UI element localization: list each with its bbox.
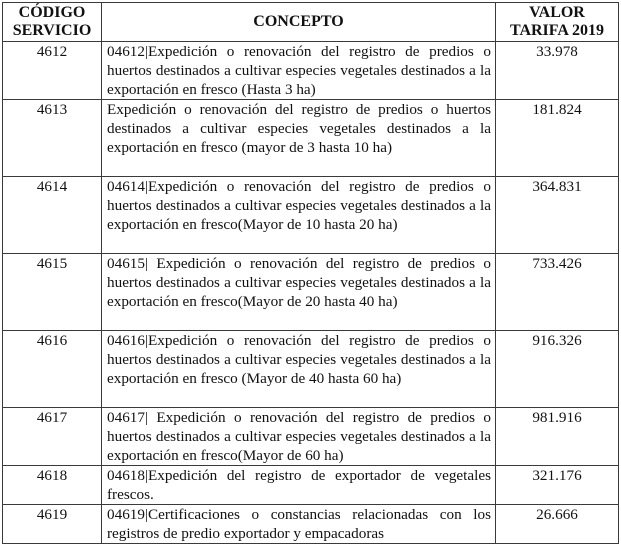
- cell-concept: 04616|Expedición o renovación del registro de predios o huertos destinados a cultivar especies vegetales destinados a la exportación en fresco (Mayor de 40 hasta 60 ha): [102, 331, 496, 408]
- table-row: [3, 466, 619, 505]
- table-row: [3, 254, 619, 331]
- cell-concept: 04618|Expedición del registro de exportador de vegetales frescos.: [102, 466, 496, 505]
- cell-concept: 04619|Certificaciones o constancias relacionadas con los registros de predio exportador y empacadoras: [102, 505, 496, 544]
- cell-value: 364.831: [496, 177, 619, 254]
- cell-value: 33.978: [496, 42, 619, 100]
- cell-concept: 04612|Expedición o renovación del registro de predios o huertos destinados a cultivar especies vegetales destinados a la exportación en fresco (Hasta 3 ha): [102, 42, 496, 100]
- cell-value: 981.916: [496, 408, 619, 466]
- cell-code: 4616: [3, 331, 102, 408]
- cell-code: 4614: [3, 177, 102, 254]
- table-row: [3, 505, 619, 544]
- cell-value: 733.426: [496, 254, 619, 331]
- header-row: [3, 3, 619, 42]
- header-value-line1: VALOR: [529, 4, 585, 21]
- table-row: [3, 177, 619, 254]
- cell-code: 4615: [3, 254, 102, 331]
- header-concept: CONCEPTO: [102, 3, 496, 42]
- cell-code: 4613: [3, 100, 102, 177]
- cell-concept: Expedición o renovación del registro de predios o huertos destinados a cultivar especies vegetales destinados a la exportación en fresco (mayor de 3 hasta 10 ha): [102, 100, 496, 177]
- cell-value: 321.176: [496, 466, 619, 505]
- table-row: [3, 42, 619, 100]
- cell-code: 4617: [3, 408, 102, 466]
- table-row: [3, 100, 619, 177]
- cell-concept: 04617| Expedición o renovación del registro de predios o huertos destinados a cultivar especies vegetales destinados a la exportación en fresco(Mayor de 60 ha): [102, 408, 496, 466]
- cell-concept: 04615| Expedición o renovación del registro de predios o huertos destinados a cultivar especies vegetales destinados a la exportación en fresco(Mayor de 20 hasta 40 ha): [102, 254, 496, 331]
- header-value-line2: TARIFA 2019: [509, 22, 605, 39]
- header-code-line1: CÓDIGO: [18, 4, 86, 21]
- header-code-line2: SERVICIO: [12, 22, 92, 39]
- tariff-table: [2, 2, 619, 544]
- cell-code: 4618: [3, 466, 102, 505]
- cell-concept: 04614|Expedición o renovación del registro de predios o huertos destinados a cultivar especies vegetales destinados a la exportación en fresco(Mayor de 10 hasta 20 ha): [102, 177, 496, 254]
- table-row: [3, 408, 619, 466]
- header-code: [3, 3, 102, 42]
- table-row: [3, 331, 619, 408]
- cell-value: 26.666: [496, 505, 619, 544]
- cell-code: 4619: [3, 505, 102, 544]
- cell-value: 181.824: [496, 100, 619, 177]
- cell-value: 916.326: [496, 331, 619, 408]
- header-value: [496, 3, 619, 42]
- cell-code: 4612: [3, 42, 102, 100]
